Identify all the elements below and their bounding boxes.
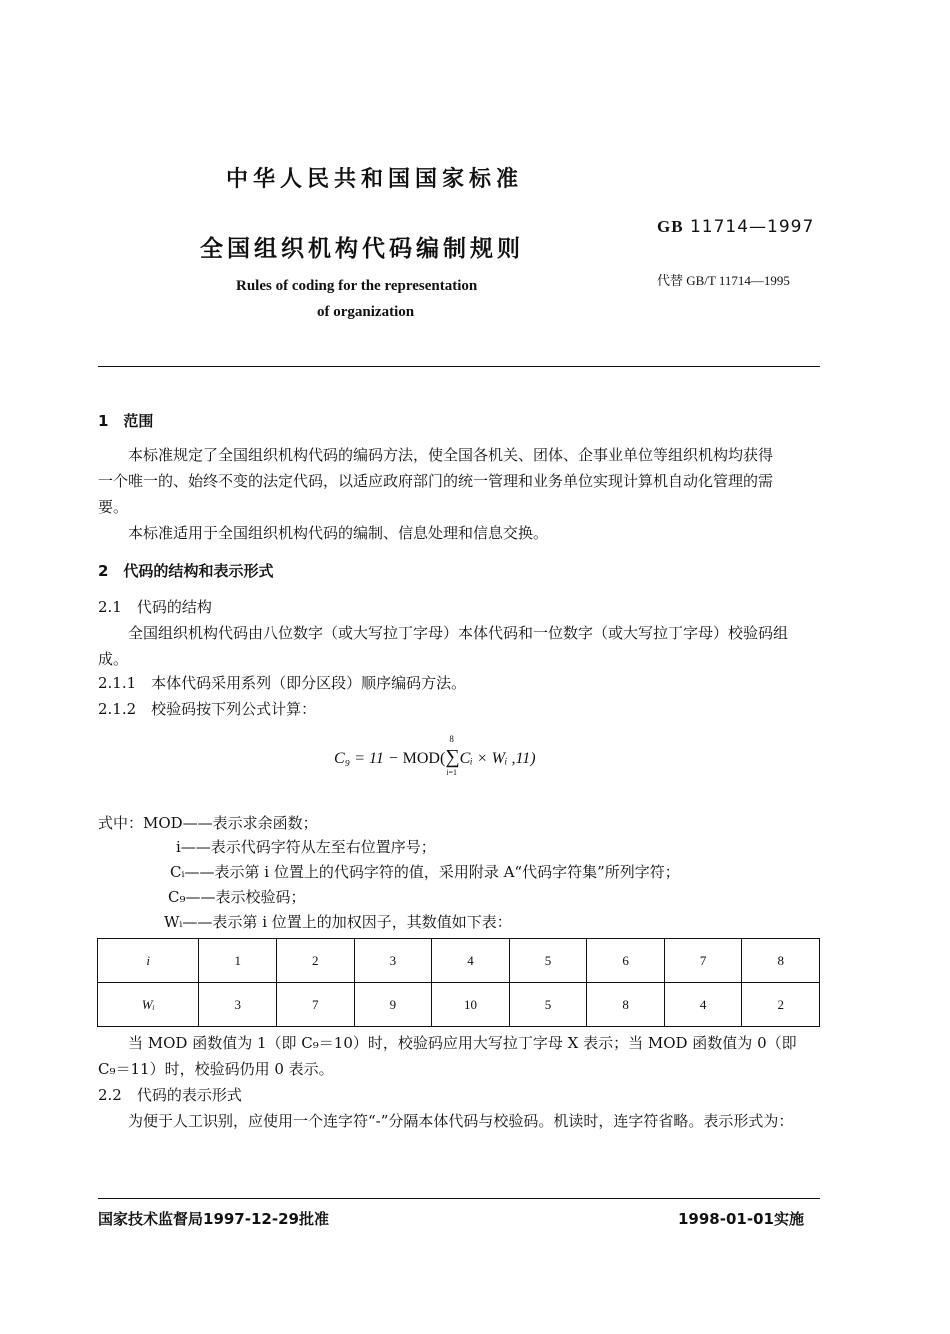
table-cell: 2 (742, 983, 820, 1027)
table-header-i: i (98, 939, 199, 983)
definition-ci: Cᵢ——表示第 i 位置上的代码字符的值，采用附录 A“代码字符集”所列字符； (170, 863, 680, 881)
table-cell: 10 (432, 983, 510, 1027)
section-2-1-para-line-2: 成。 (98, 650, 129, 668)
table-cell: 7 (664, 939, 742, 983)
weight-factor-table (97, 938, 820, 1027)
table-cell: 4 (664, 983, 742, 1027)
summation-symbol: ∑ 8 i=1 (445, 734, 460, 777)
table-cell: 5 (509, 939, 587, 983)
mod-rule-line-1: 当 MOD 函数值为 1（即 C₉＝10）时，校验码应用大写拉丁字母 X 表示；当 MOD 函数值为 0（即 (128, 1034, 797, 1052)
definition-wi: Wᵢ——表示第 i 位置上的加权因子，其数值如下表： (164, 913, 512, 931)
formula-mod: MOD( (402, 750, 446, 767)
definition-mod: 式中：MOD——表示求余函数； (98, 814, 318, 832)
table-cell: 9 (354, 983, 432, 1027)
table-cell: 8 (742, 939, 820, 983)
table-cell: 1 (199, 939, 277, 983)
effective-date: 1998-01-01实施 (678, 1210, 804, 1228)
document-title: 全国组织机构代码编制规则 (200, 236, 524, 262)
standard-number (657, 217, 814, 237)
section-2-1-1: 2.1.1 本体代码采用系列（即分区段）顺序编码方法。 (98, 674, 467, 692)
definition-i: i——表示代码字符从左至右位置序号； (176, 838, 436, 856)
formula-lhs: C₉ = 11 − (334, 750, 403, 767)
section-1-heading: 1 范围 (98, 412, 154, 430)
table-cell: 6 (587, 939, 665, 983)
table-cell: 7 (277, 983, 355, 1027)
table-cell: 3 (199, 983, 277, 1027)
table-cell: 4 (432, 939, 510, 983)
section-2-1-2: 2.1.2 校验码按下列公式计算： (98, 700, 317, 718)
table-row-weights (98, 983, 820, 1027)
english-title-line-1: Rules of coding for the representation (236, 278, 478, 294)
standard-code: 11714—1997 (689, 217, 815, 237)
section-2-1-heading: 2.1 代码的结构 (98, 598, 212, 616)
table-cell: 5 (509, 983, 587, 1027)
table-header-wi: Wᵢ (98, 983, 199, 1027)
mod-rule-line-2: C₉＝11）时，校验码仍用 0 表示。 (98, 1060, 334, 1078)
section-1-para-1-line-2: 一个唯一的、始终不变的法定代码，以适应政府部门的统一管理和业务单位实现计算机自动化管理的需 (98, 472, 774, 490)
replaces-note: 代替 GB/T 11714—1995 (657, 273, 790, 288)
check-digit-formula (334, 734, 536, 777)
section-1-para-1-line-1: 本标准规定了全国组织机构代码的编码方法，使全国各机关、团体、企事业单位等组织机构均获得 (128, 446, 774, 464)
section-2-1-para-line-1: 全国组织机构代码由八位数字（或大写拉丁字母）本体代码和一位数字（或大写拉丁字母）校验码组 (128, 624, 789, 642)
section-1-para-2: 本标准适用于全国组织机构代码的编制、信息处理和信息交换。 (128, 524, 549, 542)
summation-lower-limit: i=1 (446, 768, 458, 777)
english-title-line-2: of organization (317, 304, 415, 320)
header-divider (98, 366, 820, 367)
table-cell: 2 (277, 939, 355, 983)
approval-date: 国家技术监督局1997-12-29批准 (98, 1210, 329, 1228)
section-1-para-1-line-3: 要。 (98, 498, 129, 516)
national-standard-title: 中华人民共和国国家标准 (226, 167, 524, 192)
summation-upper-limit: 8 (449, 734, 454, 744)
standard-prefix: GB (657, 217, 684, 236)
table-row-positions (98, 939, 820, 983)
table-cell: 3 (354, 939, 432, 983)
formula-rhs: Cᵢ × Wᵢ ,11) (459, 750, 536, 767)
section-2-heading: 2 代码的结构和表示形式 (98, 562, 274, 580)
definition-c9: C₉——表示校验码； (168, 888, 306, 906)
footer-divider (98, 1198, 820, 1199)
section-2-2-heading: 2.2 代码的表示形式 (98, 1086, 242, 1104)
table-cell: 8 (587, 983, 665, 1027)
section-2-2-para: 为便于人工识别，应使用一个连字符“-”分隔本体代码与校验码。机读时，连字符省略。表示形式为： (128, 1112, 794, 1130)
